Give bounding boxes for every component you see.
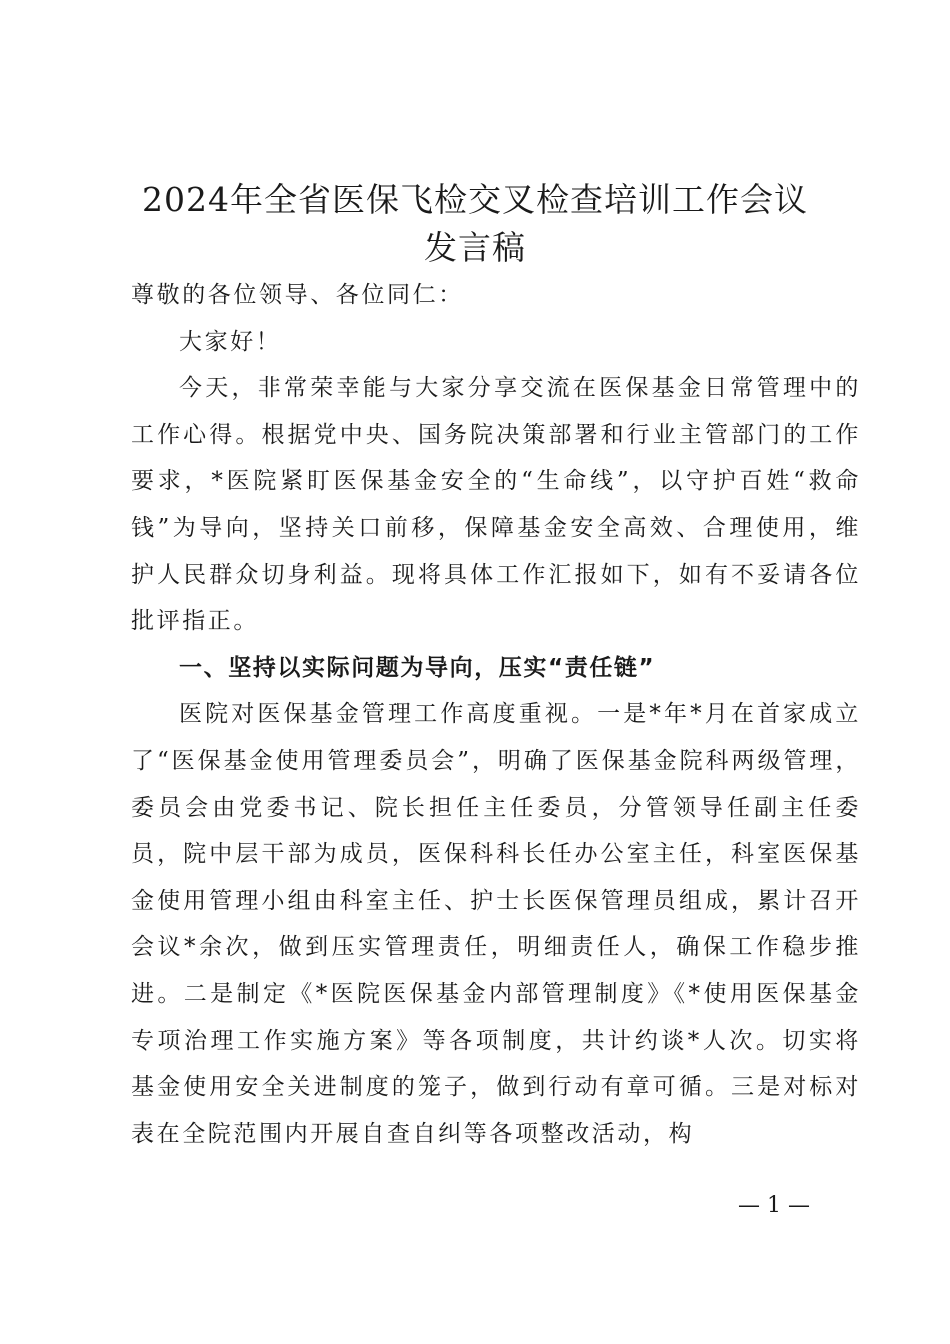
salutation: 尊敬的各位领导、各位同仁： xyxy=(131,282,464,308)
document-title-line-1: 2024年全省医保飞检交叉检查培训工作会议 xyxy=(142,180,808,219)
page-number: — 1 — xyxy=(738,1193,810,1218)
greeting: 大家好！ xyxy=(179,328,282,355)
document-title-line-2: 发言稿 xyxy=(424,228,526,267)
intro-paragraph: 今天，非常荣幸能与大家分享交流在医保基金日常管理中的工作心得。根据党中央、国务院决策部署和行业主管部门的工作要求，*医院紧盯医保基金安全的“生命线”，以守护百姓“救命钱”为导向，坚持关口前移，保障基金安全高效、合理使用，维护人民群众切身利益。现将具体工作汇报如下，如有不妥请各位批评指正。 xyxy=(131,375,861,635)
section-heading: 一、坚持以实际问题为导向，压实“责任链” xyxy=(179,654,656,681)
document-body xyxy=(131,272,861,1157)
section-paragraph: 医院对医保基金管理工作高度重视。一是*年*月在首家成立了“医保基金使用管理委员会”，明确了医保基金院科两级管理，委员会由党委书记、院长担任主任委员，分管领导任副主任委员，院中层干部为成员，医保科科长任办公室主任，科室医保基金使用管理小组由科室主任、护士长医保管理员组成，累计召开会议*余次，做到压实管理责任，明细责任人，确保工作稳步推进。二是制定《*医院医保基金内部管理制度》《*使用医保基金专项治理工作实施方案》等各项制度，共计约谈*人次。切实将基金使用安全关进制度的笼子，做到行动有章可循。三是对标对表在全院范围内开展自查自纠等各项整改活动，构 xyxy=(131,701,861,1147)
